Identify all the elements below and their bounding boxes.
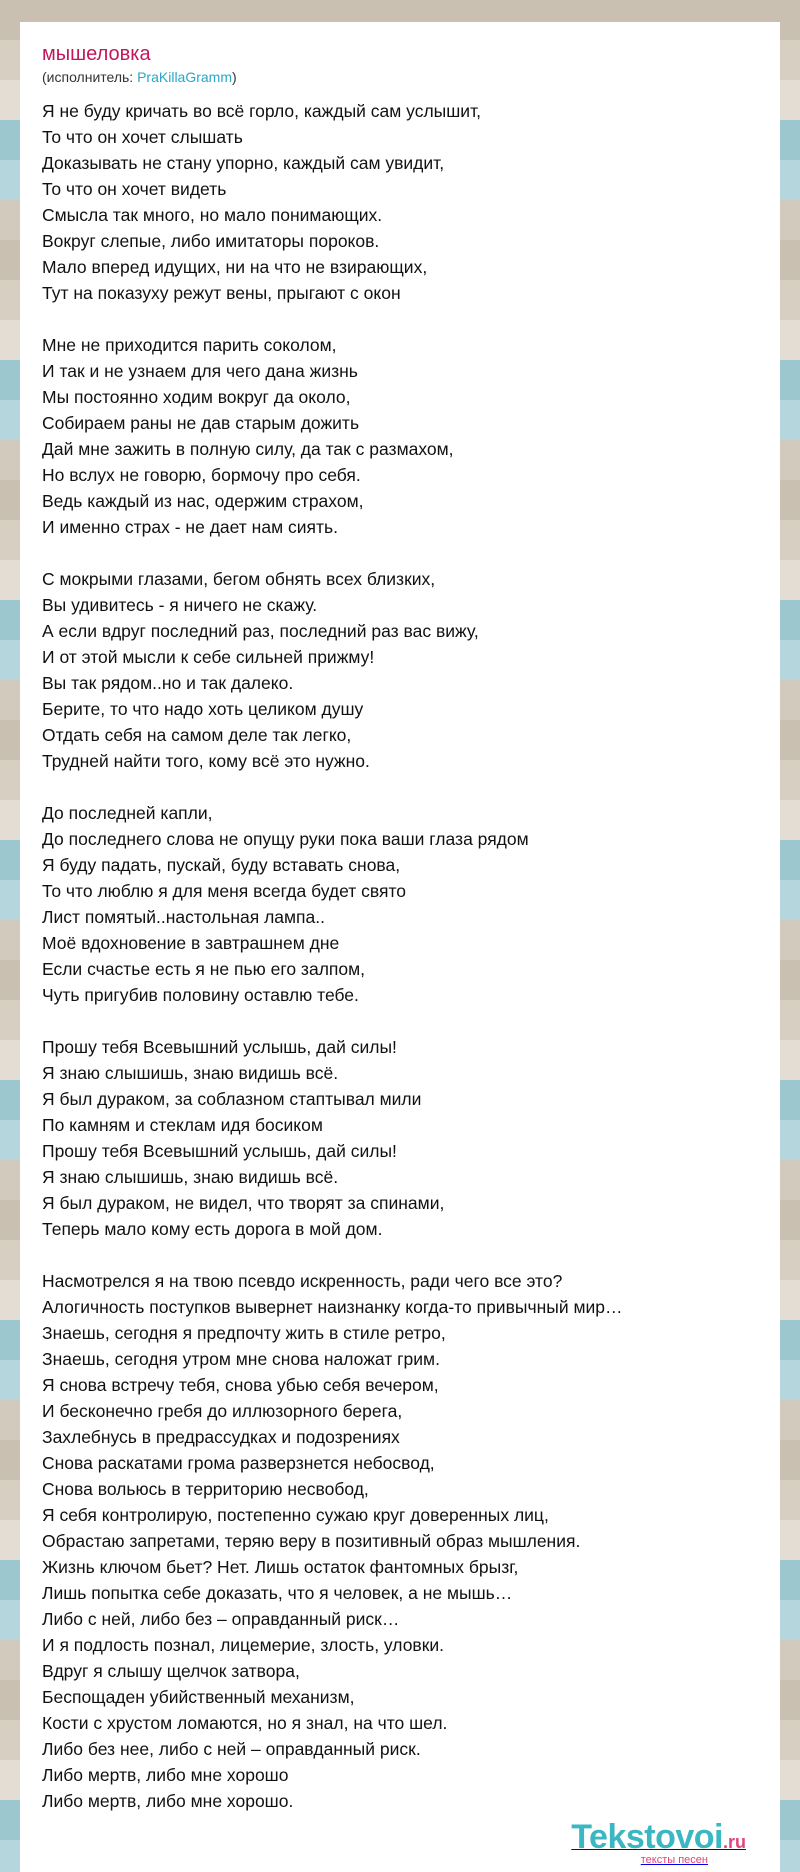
lyrics-line: Берите, то что надо хоть целиком душу	[42, 699, 364, 719]
lyrics-line: Жизнь ключом бьет? Нет. Лишь остаток фантомных брызг,	[42, 1557, 519, 1577]
lyrics-line: Лишь попытка себе доказать, что я человек, а не мышь…	[42, 1583, 513, 1603]
lyrics-line: Мало вперед идущих, ни на что не взирающих,	[42, 257, 428, 277]
logo-main-text: Tekstovoi	[571, 1818, 723, 1856]
lyrics-line: Доказывать не стану упорно, каждый сам увидит,	[42, 153, 445, 173]
lyrics-line: Знаешь, сегодня я предпочту жить в стиле ретро,	[42, 1323, 446, 1343]
lyrics-line: Я не буду кричать во всё горло, каждый сам услышит,	[42, 101, 482, 121]
lyrics-line: Я буду падать, пускай, буду вставать снова,	[42, 855, 401, 875]
lyrics-line: И так и не узнаем для чего дана жизнь	[42, 361, 358, 381]
lyrics-line: Смысла так много, но мало понимающих.	[42, 205, 383, 225]
logo-tld: .ru	[722, 1832, 746, 1852]
lyrics-line: То что он хочет слышать	[42, 127, 243, 147]
lyrics-line: И именно страх - не дает нам сиять.	[42, 517, 338, 537]
lyrics-line: Знаешь, сегодня утром мне снова наложат грим.	[42, 1349, 440, 1369]
lyrics-line: Я знаю слышишь, знаю видишь всё.	[42, 1167, 339, 1187]
lyrics-text	[42, 98, 758, 1814]
performer-line	[42, 68, 758, 86]
lyrics-line: Либо мертв, либо мне хорошо	[42, 1765, 289, 1785]
performer-suffix: )	[232, 69, 237, 85]
lyrics-line: Теперь мало кому есть дорога в мой дом.	[42, 1219, 383, 1239]
lyrics-line: До последней капли,	[42, 803, 213, 823]
lyrics-line: Вдруг я слышу щелчок затвора,	[42, 1661, 300, 1681]
lyrics-line: Прошу тебя Всевышний услышь, дай силы!	[42, 1037, 397, 1057]
lyrics-line: То что он хочет видеть	[42, 179, 227, 199]
lyrics-line: Трудней найти того, кому всё это нужно.	[42, 751, 370, 771]
performer-link[interactable]: PraKillaGramm	[137, 69, 232, 85]
lyrics-line: Я знаю слышишь, знаю видишь всё.	[42, 1063, 339, 1083]
lyrics-line: Либо без нее, либо с ней – оправданный риск.	[42, 1739, 421, 1759]
lyrics-stanza	[42, 1268, 758, 1814]
lyrics-line: Кости с хрустом ломаются, но я знал, на что шел.	[42, 1713, 448, 1733]
lyrics-line: Лист помятый..настольная лампа..	[42, 907, 325, 927]
lyrics-line: Вокруг слепые, либо имитаторы пороков.	[42, 231, 380, 251]
lyrics-line: Чуть пригубив половину оставлю тебе.	[42, 985, 359, 1005]
lyrics-line: Я был дураком, за соблазном стаптывал мили	[42, 1089, 422, 1109]
lyrics-line: Беспощаден убийственный механизм,	[42, 1687, 355, 1707]
lyrics-line: Вы так рядом..но и так далеко.	[42, 673, 294, 693]
lyrics-line: Тут на показуху режут вены, прыгают с окон	[42, 283, 401, 303]
lyrics-line: Собираем раны не дав старым дожить	[42, 413, 360, 433]
lyrics-line: По камням и стеклам идя босиком	[42, 1115, 323, 1135]
lyrics-line: Ведь каждый из нас, одержим страхом,	[42, 491, 364, 511]
lyrics-line: Мне не приходится парить соколом,	[42, 335, 337, 355]
lyrics-line: Я снова встречу тебя, снова убью себя вечером,	[42, 1375, 439, 1395]
lyrics-stanza	[42, 1034, 758, 1242]
lyrics-stanza	[42, 332, 758, 540]
lyrics-stanza	[42, 800, 758, 1008]
lyrics-line: Либо с ней, либо без – оправданный риск…	[42, 1609, 400, 1629]
lyrics-line: До последнего слова не опущу руки пока ваши глаза рядом	[42, 829, 529, 849]
song-title: мышеловка	[42, 43, 151, 65]
lyrics-line: И бесконечно гребя до иллюзорного берега,	[42, 1401, 403, 1421]
lyrics-line: Алогичность поступков вывернет наизнанку когда-то привычный мир…	[42, 1297, 623, 1317]
site-logo[interactable]	[571, 1820, 746, 1866]
lyrics-line: Насмотрелся я на твою псевдо искренность, ради чего все это?	[42, 1271, 563, 1291]
lyrics-line: Если счастье есть я не пью его залпом,	[42, 959, 366, 979]
lyrics-line: С мокрыми глазами, бегом обнять всех близких,	[42, 569, 436, 589]
lyrics-line: Либо мертв, либо мне хорошо.	[42, 1791, 294, 1811]
lyrics-line: Я был дураком, не видел, что творят за спинами,	[42, 1193, 445, 1213]
lyrics-line: Я себя контролирую, постепенно сужаю круг доверенных лиц,	[42, 1505, 549, 1525]
lyrics-line: А если вдруг последний раз, последний раз вас вижу,	[42, 621, 479, 641]
lyrics-page	[20, 22, 780, 1872]
logo-subtitle: тексты песен	[640, 1854, 708, 1866]
lyrics-line: Обрастаю запретами, теряю веру в позитивный образ мышления.	[42, 1531, 581, 1551]
performer-prefix: (исполнитель:	[42, 69, 138, 85]
lyrics-line: Снова вольюсь в территорию несвобод,	[42, 1479, 369, 1499]
lyrics-line: Отдать себя на самом деле так легко,	[42, 725, 352, 745]
lyrics-line: И я подлость познал, лицемерие, злость, уловки.	[42, 1635, 445, 1655]
lyrics-line: Вы удивитесь - я ничего не скажу.	[42, 595, 318, 615]
lyrics-line: То что люблю я для меня всегда будет свято	[42, 881, 406, 901]
lyrics-line: Прошу тебя Всевышний услышь, дай силы!	[42, 1141, 397, 1161]
lyrics-line: Захлебнусь в предрассудках и подозрениях	[42, 1427, 400, 1447]
lyrics-line: И от этой мысли к себе сильней прижму!	[42, 647, 375, 667]
lyrics-line: Моё вдохновение в завтрашнем дне	[42, 933, 340, 953]
lyrics-line: Снова раскатами грома разверзнется небосвод,	[42, 1453, 435, 1473]
lyrics-line: Но вслух не говорю, бормочу про себя.	[42, 465, 361, 485]
lyrics-stanza	[42, 98, 758, 306]
lyrics-line: Дай мне зажить в полную силу, да так с размахом,	[42, 439, 454, 459]
lyrics-line: Мы постоянно ходим вокруг да около,	[42, 387, 351, 407]
lyrics-stanza	[42, 566, 758, 774]
